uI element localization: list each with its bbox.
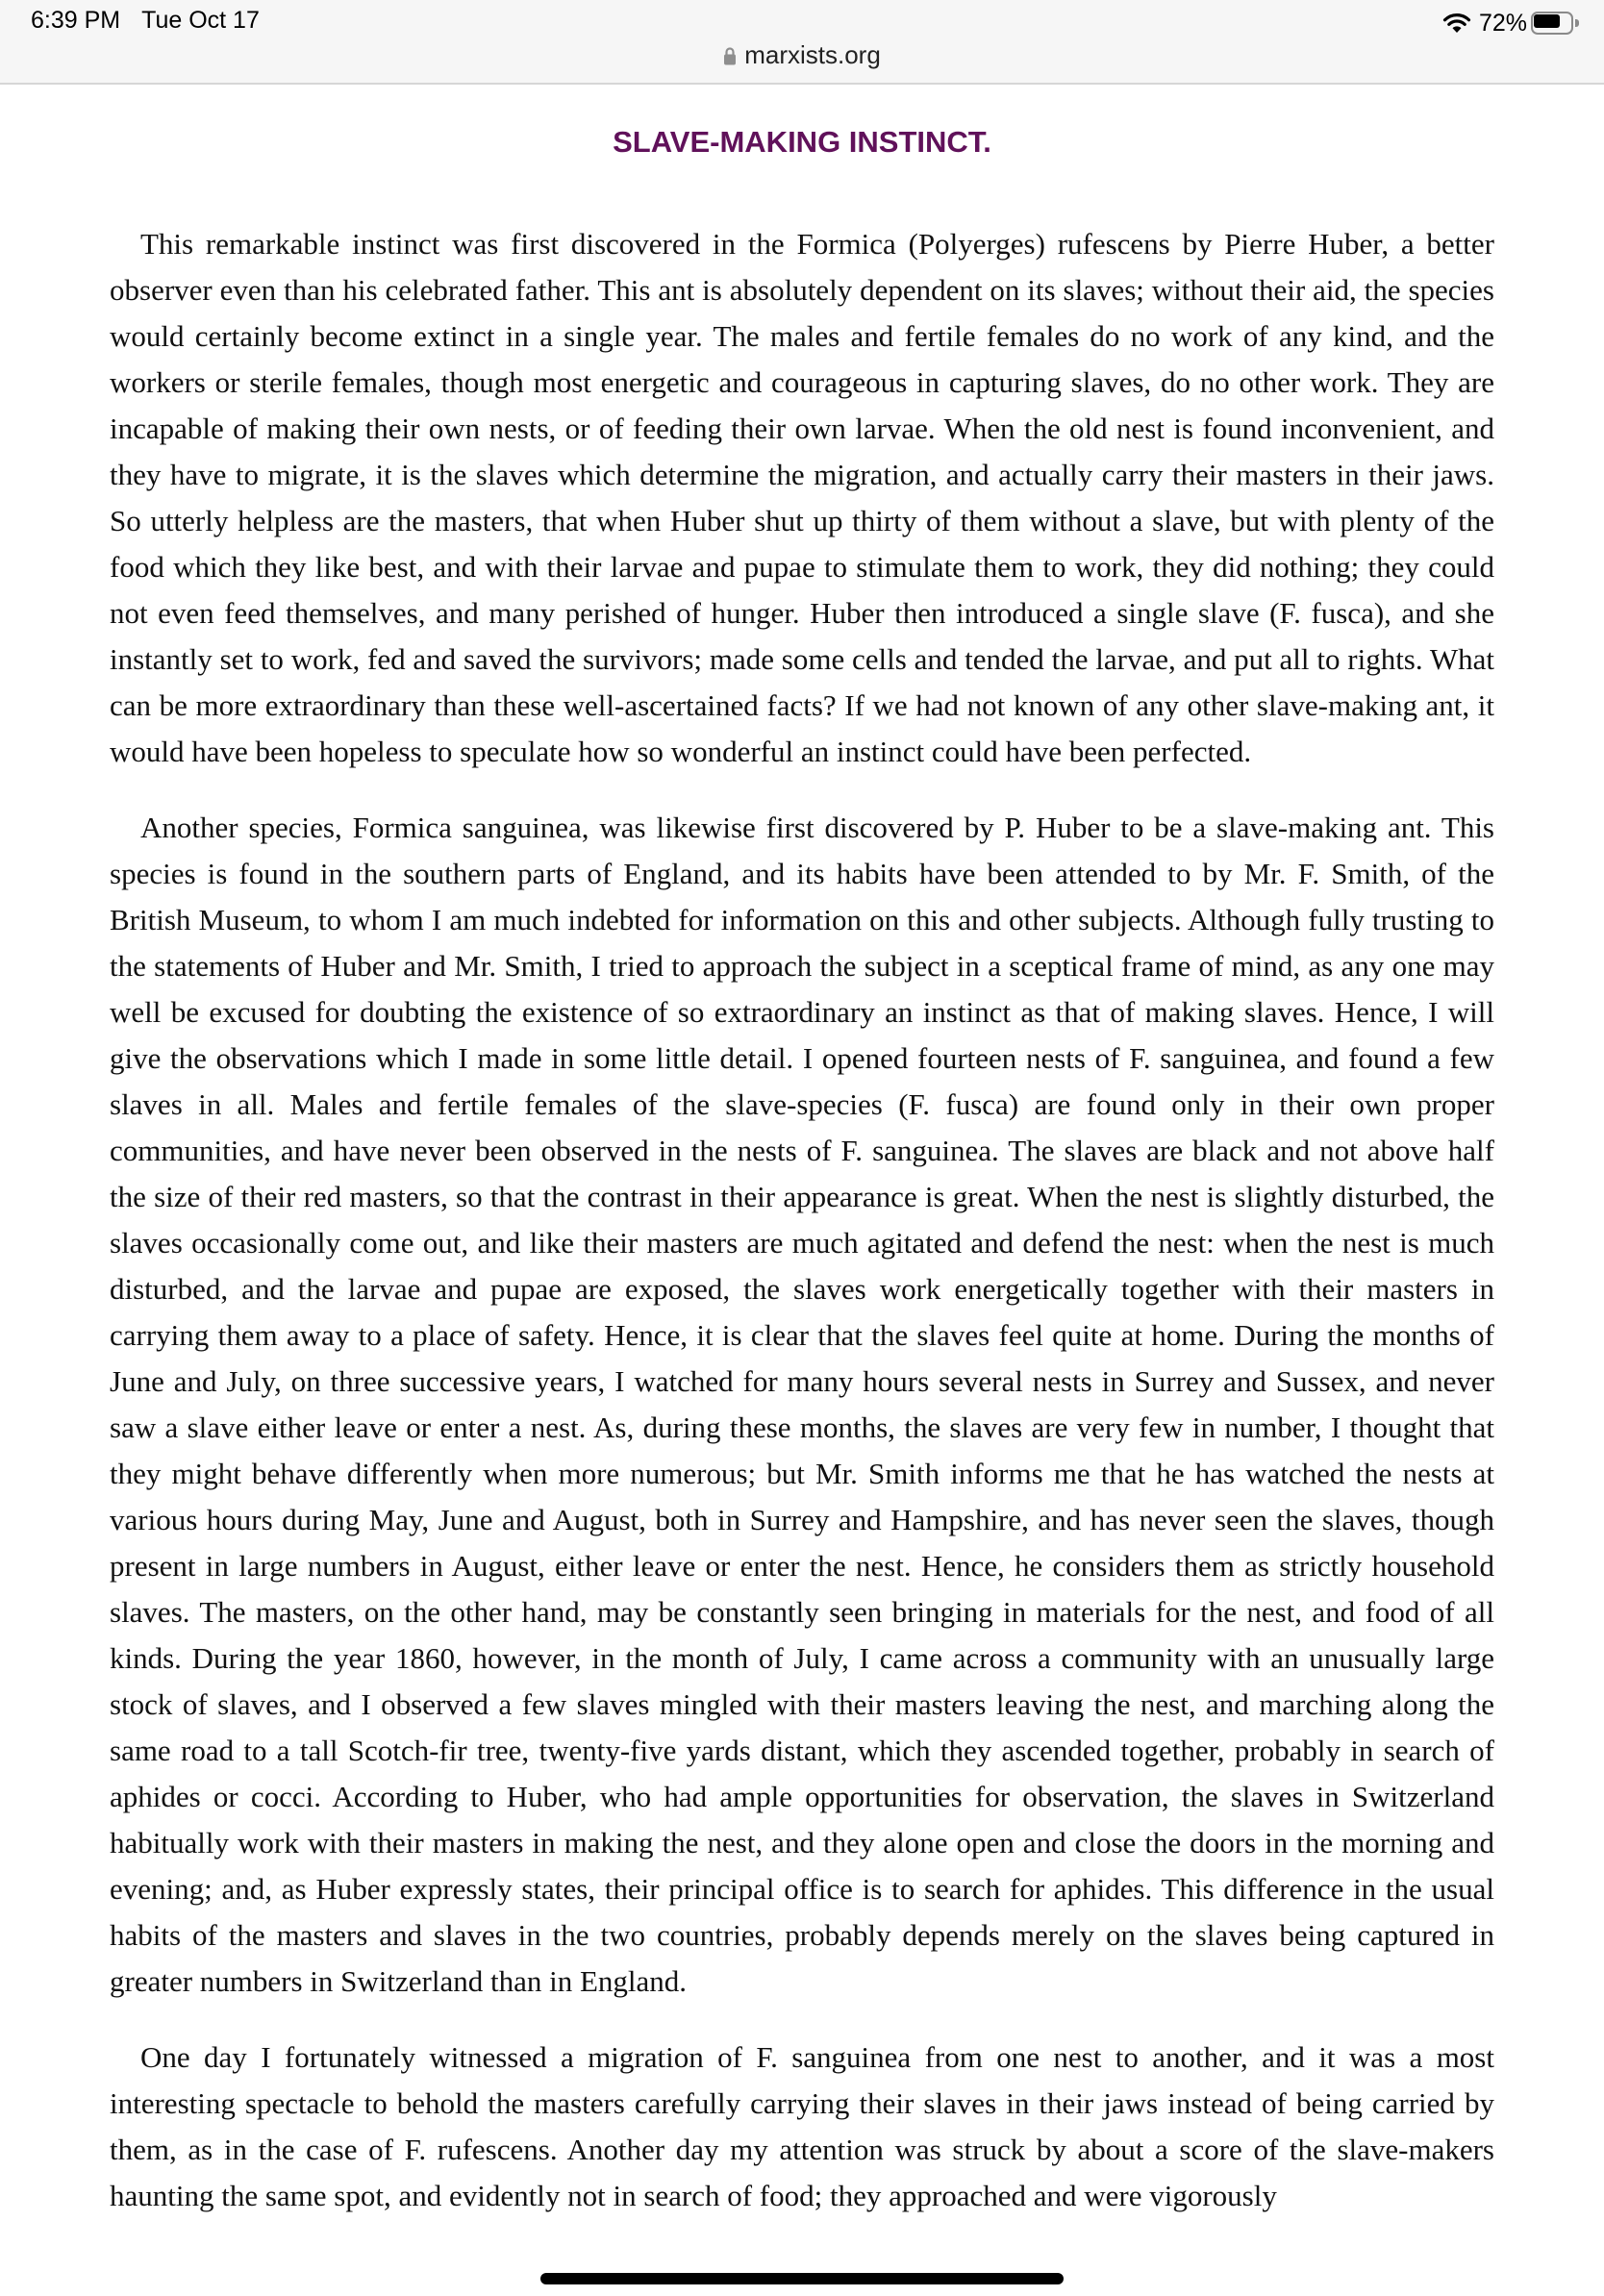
status-time: 6:39 PM: [31, 7, 121, 34]
browser-top-bar: [0, 0, 1604, 85]
lock-icon: [723, 46, 737, 65]
battery-level: [1534, 14, 1560, 28]
home-indicator[interactable]: [540, 2273, 1064, 2284]
article-body: [110, 221, 1494, 2249]
article-paragraph: Another species, Formica sanguinea, was likewise first discovered by P. Huber to be a slave-making ant. This species is found in the southern parts of England, and its habits have been attended to by Mr. F. Smith, of the British Museum, to whom I am much indebted for information on this and other subjects. Although fully trusting to the statements of Huber and Mr. Smith, I tried to approach the subject in a sceptical frame of mind, as any one may well be excused for doubting the existence of so extraordinary an instinct as that of making slaves. Hence, I will give the observations which I made in some little detail. I opened fourteen nests of F. sanguinea, and found a few slaves in all. Males and fertile females of the slave-species (F. fusca) are found only in their own proper communities, and have never been observed in the nests of F. sanguinea. The slaves are black and not above half the size of their red masters, so that the contrast in their appearance is great. When the nest is slightly disturbed, the slaves occasionally come out, and like their masters are much agitated and defend the nest: when the nest is much disturbed, and the larvae and pupae are exposed, the slaves work energetically together with their masters in carrying them away to a place of safety. Hence, it is clear that the slaves feel quite at home. During the months of June and July, on three successive years, I watched for many hours several nests in Surrey and Sussex, and never saw a slave either leave or enter a nest. As, during these months, the slaves are very few in number, I thought that they might behave differently when more numerous; but Mr. Smith informs me that he has watched the nests at various hours during May, June and August, both in Surrey and Hampshire, and has never seen the slaves, though present in large numbers in August, either leave or enter the nest. Hence, he considers them as strictly household slaves. The masters, on the other hand, may be constantly seen bringing in materials for the nest, and food of all kinds. During the year 1860, however, in the month of July, I came across a community with an unusually large stock of slaves, and I observed a few slaves mingled with their masters leaving the nest, and marching along the same road to a tall Scotch-fir tree, twenty-five yards distant, which they ascended together, probably in search of aphides or cocci. According to Huber, who had ample opportunities for observation, the slaves in Switzerland habitually work with their masters in making the nest, and they alone open and close the doors in the morning and evening; and, as Huber expressly states, their principal office is to search for aphides. This difference in the usual habits of the masters and slaves in the two countries, probably depends merely on the slaves being captured in greater numbers in Switzerland than in England.: [110, 811, 1494, 1998]
battery-icon: [1531, 12, 1579, 35]
url-text: marxists.org: [744, 40, 881, 69]
status-indicators: [1442, 7, 1579, 39]
article-paragraph: This remarkable instinct was first discovered in the Formica (Polyerges) rufescens by Pierre Huber, a better observer even than his celebrated father. This ant is absolutely dependent on its slaves; without their aid, the species would certainly become extinct in a single year. The males and fertile females do no work of any kind, and the workers or sterile females, though most energetic and courageous in capturing slaves, do no other work. They are incapable of making their own nests, or of feeding their own larvae. When the old nest is found inconvenient, and they have to migrate, it is the slaves which determine the migration, and actually carry their masters in their jaws. So utterly helpless are the masters, that when Huber shut up thirty of them without a slave, but with plenty of the food which they like best, and with their larvae and pupae to stimulate them to work, they did nothing; they could not even feed themselves, and many perished of hunger. Huber then introduced a single slave (F. fusca), and she instantly set to work, fed and saved the survivors; made some cells and tended the larvae, and put all to rights. What can be more extraordinary than these well-ascertained facts? If we had not known of any other slave-making ant, it would have been hopeless to speculate how so wonderful an instinct could have been perfected.: [110, 227, 1494, 768]
status-date: Tue Oct 17: [141, 7, 260, 34]
battery-percent: 72%: [1478, 9, 1527, 37]
page-title: SLAVE-MAKING INSTINCT.: [613, 125, 991, 159]
wifi-icon: [1442, 12, 1471, 35]
address-bar[interactable]: [0, 40, 1604, 70]
article-paragraph: One day I fortunately witnessed a migration of F. sanguinea from one nest to another, and it was a most interesting spectacle to behold the masters carefully carrying their slaves in their jaws instead of being carried by them, as in the case of F. rufescens. Another day my attention was struck by about a score of the slave-makers haunting the same spot, and evidently not in search of food; they approached and were vigorously: [110, 2040, 1494, 2212]
status-time-date: [31, 7, 281, 35]
